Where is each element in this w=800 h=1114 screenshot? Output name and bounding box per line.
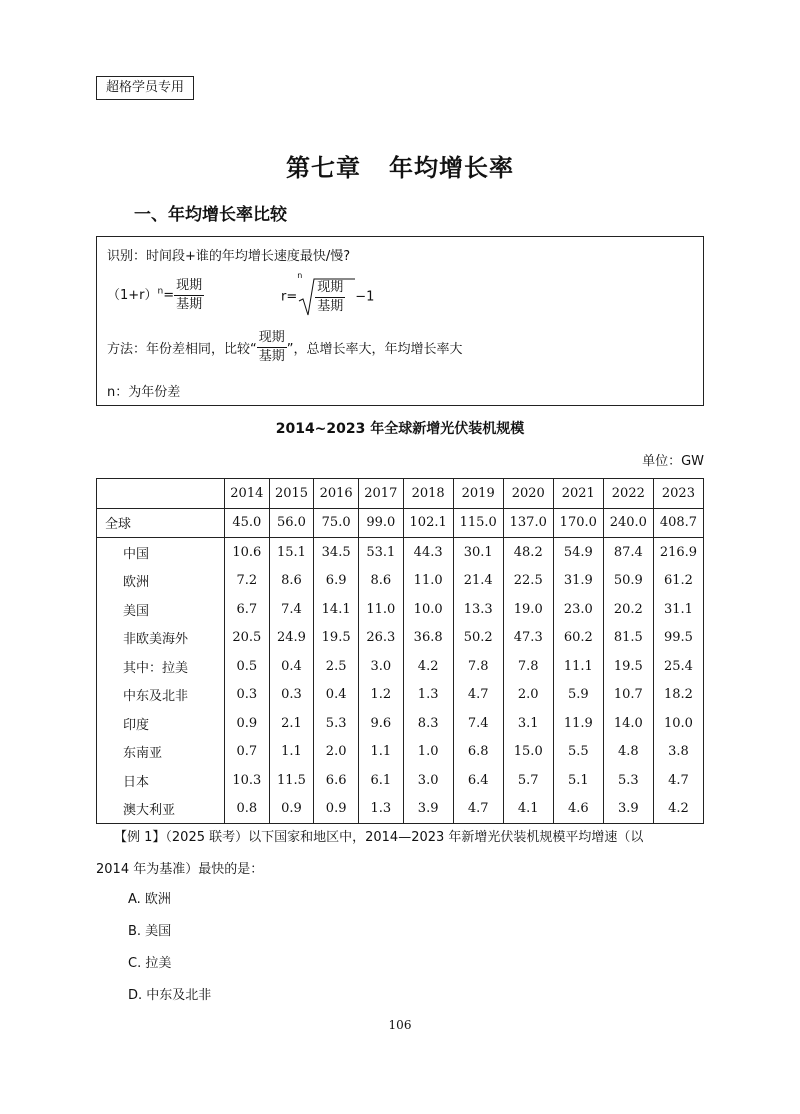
table-cell: 45.0	[225, 508, 270, 538]
table-cell: 22.5	[503, 567, 553, 596]
table-row	[97, 795, 704, 824]
table-cell: 26.3	[358, 624, 403, 653]
page-number: 106	[388, 1018, 412, 1032]
table-row	[97, 681, 704, 710]
table-cell: 4.7	[453, 795, 503, 824]
table-cell: 14.1	[314, 595, 359, 624]
root-fraction-denominator: 基期	[317, 299, 344, 314]
table-cell: 216.9	[653, 538, 703, 567]
formula-2-minus-one: −1	[355, 289, 375, 305]
table-cell: 102.1	[403, 508, 453, 538]
table-row-global	[97, 508, 704, 538]
table-cell: 23.0	[553, 595, 603, 624]
pv-capacity-table	[96, 478, 704, 824]
table-cell: 1.1	[358, 738, 403, 767]
table-cell: 81.5	[603, 624, 653, 653]
table-cell: 48.2	[503, 538, 553, 567]
root-sign	[297, 271, 355, 317]
table-cell: 10.0	[403, 595, 453, 624]
table-cell: 75.0	[314, 508, 359, 538]
table-row	[97, 709, 704, 738]
option-d[interactable]: D. 中东及北非	[128, 988, 212, 1003]
option-a[interactable]: A. 欧洲	[128, 892, 171, 907]
table-cell: 5.1	[553, 766, 603, 795]
header-corner-cell	[97, 479, 225, 509]
table-cell: 11.0	[403, 567, 453, 596]
year-header-cell: 2018	[403, 479, 453, 509]
table-cell: 4.7	[453, 681, 503, 710]
identify-line: 识别：时间段+谁的年均增长速度最快/慢?	[107, 249, 351, 264]
table-cell: 0.3	[225, 681, 270, 710]
table-cell: 24.9	[269, 624, 314, 653]
table-cell: 3.0	[358, 652, 403, 681]
row-label: 日本	[97, 766, 225, 795]
method-line	[107, 329, 463, 366]
table-cell: 5.9	[553, 681, 603, 710]
chapter-title	[0, 148, 800, 183]
table-cell: 25.4	[653, 652, 703, 681]
root-index: n	[297, 271, 303, 280]
table-cell: 11.0	[358, 595, 403, 624]
table-cell: 2.0	[503, 681, 553, 710]
option-c[interactable]: C. 拉美	[128, 956, 172, 971]
table-cell: 5.7	[503, 766, 553, 795]
table-cell: 20.5	[225, 624, 270, 653]
table-cell: 9.6	[358, 709, 403, 738]
table-cell: 8.6	[358, 567, 403, 596]
row-label: 东南亚	[97, 738, 225, 767]
table-cell: 4.7	[653, 766, 703, 795]
n-note: n：为年份差	[107, 385, 181, 400]
table-cell: 3.9	[403, 795, 453, 824]
year-header-cell: 2019	[453, 479, 503, 509]
table-cell: 31.1	[653, 595, 703, 624]
table-cell: 2.1	[269, 709, 314, 738]
fraction-current-over-base	[174, 277, 204, 314]
table-cell: 31.9	[553, 567, 603, 596]
table-cell: 7.8	[503, 652, 553, 681]
table-cell: 6.8	[453, 738, 503, 767]
chapter-number: 第七章	[286, 154, 361, 182]
table-cell: 1.1	[269, 738, 314, 767]
table-row	[97, 538, 704, 567]
table-cell: 30.1	[453, 538, 503, 567]
table-cell: 0.5	[225, 652, 270, 681]
table-cell: 44.3	[403, 538, 453, 567]
table-cell: 11.9	[553, 709, 603, 738]
table-cell: 60.2	[553, 624, 603, 653]
table-cell: 3.9	[603, 795, 653, 824]
table-row	[97, 652, 704, 681]
table-cell: 5.5	[553, 738, 603, 767]
table-cell: 3.1	[503, 709, 553, 738]
table-cell: 0.9	[225, 709, 270, 738]
formula-2	[281, 271, 375, 317]
table-cell: 8.3	[403, 709, 453, 738]
table-row	[97, 738, 704, 767]
table-cell: 2.0	[314, 738, 359, 767]
row-label: 美国	[97, 595, 225, 624]
table-cell: 6.4	[453, 766, 503, 795]
table-cell: 3.8	[653, 738, 703, 767]
table-cell: 6.1	[358, 766, 403, 795]
table-cell: 0.9	[314, 795, 359, 824]
table-cell: 0.4	[269, 652, 314, 681]
formula-1-base: （1+r）	[107, 288, 158, 303]
year-header-cell: 2015	[269, 479, 314, 509]
year-header-cell: 2016	[314, 479, 359, 509]
table-cell: 0.7	[225, 738, 270, 767]
table-row	[97, 624, 704, 653]
method-text-before: 方法：年份差相同，比较“	[107, 342, 257, 357]
year-header-cell: 2020	[503, 479, 553, 509]
fraction-denominator: 基期	[176, 297, 203, 312]
table-cell: 5.3	[314, 709, 359, 738]
table-cell: 115.0	[453, 508, 503, 538]
table-cell: 54.9	[553, 538, 603, 567]
table-cell: 0.4	[314, 681, 359, 710]
table-cell: 8.6	[269, 567, 314, 596]
year-header-cell: 2021	[553, 479, 603, 509]
table-cell: 240.0	[603, 508, 653, 538]
table-cell: 87.4	[603, 538, 653, 567]
section-title: 一、年均增长率比较	[134, 205, 287, 225]
row-label: 澳大利亚	[97, 795, 225, 824]
table-cell: 50.2	[453, 624, 503, 653]
table-cell: 137.0	[503, 508, 553, 538]
formula-2-lhs: r=	[281, 289, 298, 305]
fraction-numerator: 现期	[174, 277, 204, 296]
root-fraction-numerator: 现期	[315, 279, 345, 298]
table-cell: 19.5	[314, 624, 359, 653]
row-label: 印度	[97, 709, 225, 738]
option-b[interactable]: B. 美国	[128, 924, 172, 939]
table-cell: 6.9	[314, 567, 359, 596]
table-cell: 99.5	[653, 624, 703, 653]
table-cell: 2.5	[314, 652, 359, 681]
table-cell: 61.2	[653, 567, 703, 596]
table-cell: 19.5	[603, 652, 653, 681]
table-cell: 6.7	[225, 595, 270, 624]
table-cell: 47.3	[503, 624, 553, 653]
table-cell: 1.2	[358, 681, 403, 710]
year-header-cell: 2014	[225, 479, 270, 509]
row-label: 非欧美海外	[97, 624, 225, 653]
table-cell: 0.3	[269, 681, 314, 710]
table-cell: 7.4	[269, 595, 314, 624]
table-cell: 4.1	[503, 795, 553, 824]
question-line-2: 2014 年为基准）最快的是：	[96, 862, 264, 877]
table-cell: 15.0	[503, 738, 553, 767]
table-cell: 34.5	[314, 538, 359, 567]
table-cell: 11.5	[269, 766, 314, 795]
table-cell: 3.0	[403, 766, 453, 795]
table-cell: 11.1	[553, 652, 603, 681]
row-label: 中国	[97, 538, 225, 567]
table-cell: 36.8	[403, 624, 453, 653]
table-cell: 1.3	[403, 681, 453, 710]
table-row	[97, 766, 704, 795]
table-cell: 53.1	[358, 538, 403, 567]
table-cell: 21.4	[453, 567, 503, 596]
method-fraction	[257, 329, 287, 366]
formula-1	[107, 277, 204, 314]
table-cell: 50.9	[603, 567, 653, 596]
table-unit: 单位：GW	[642, 454, 704, 469]
table-cell: 0.8	[225, 795, 270, 824]
table-cell: 4.2	[653, 795, 703, 824]
method-box	[96, 236, 704, 406]
table-cell: 10.0	[653, 709, 703, 738]
year-header-cell: 2023	[653, 479, 703, 509]
year-header-cell: 2017	[358, 479, 403, 509]
table-cell: 20.2	[603, 595, 653, 624]
table-cell: 0.9	[269, 795, 314, 824]
row-label: 中东及北非	[97, 681, 225, 710]
method-text-after: ”，总增长率大，年均增长率大	[286, 342, 463, 357]
table-cell: 1.0	[403, 738, 453, 767]
table-cell: 19.0	[503, 595, 553, 624]
table-cell: 408.7	[653, 508, 703, 538]
table-cell: 18.2	[653, 681, 703, 710]
row-label: 欧洲	[97, 567, 225, 596]
chapter-name: 年均增长率	[389, 154, 514, 182]
year-header-cell: 2022	[603, 479, 653, 509]
table-cell: 170.0	[553, 508, 603, 538]
table-cell: 10.3	[225, 766, 270, 795]
table-cell: 56.0	[269, 508, 314, 538]
table-header-row	[97, 479, 704, 509]
header-tag: 超格学员专用	[96, 76, 194, 100]
row-label: 其中：拉美	[97, 652, 225, 681]
method-fraction-denominator: 基期	[258, 349, 285, 364]
table-row	[97, 595, 704, 624]
table-cell: 10.6	[225, 538, 270, 567]
question-line-1: 【例 1】（2025 联考）以下国家和地区中，2014—2023 年新增光伏装机规模平均增速（以	[114, 830, 644, 845]
table-cell: 7.8	[453, 652, 503, 681]
table-cell: 13.3	[453, 595, 503, 624]
table-row	[97, 567, 704, 596]
table-cell: 15.1	[269, 538, 314, 567]
formula-1-exponent: n	[157, 286, 164, 297]
table-cell: 4.6	[553, 795, 603, 824]
table-cell: 4.2	[403, 652, 453, 681]
table-cell: 1.3	[358, 795, 403, 824]
row-label: 全球	[97, 508, 225, 538]
table-cell: 5.3	[603, 766, 653, 795]
table-cell: 99.0	[358, 508, 403, 538]
table-cell: 6.6	[314, 766, 359, 795]
method-fraction-numerator: 现期	[257, 329, 287, 348]
table-cell: 7.4	[453, 709, 503, 738]
table-cell: 10.7	[603, 681, 653, 710]
table-cell: 4.8	[603, 738, 653, 767]
table-cell: 14.0	[603, 709, 653, 738]
root-fraction	[315, 279, 345, 316]
table-title: 2014~2023 年全球新增光伏装机规模	[275, 421, 525, 437]
table-cell: 7.2	[225, 567, 270, 596]
formula-1-equals: =	[163, 288, 175, 303]
